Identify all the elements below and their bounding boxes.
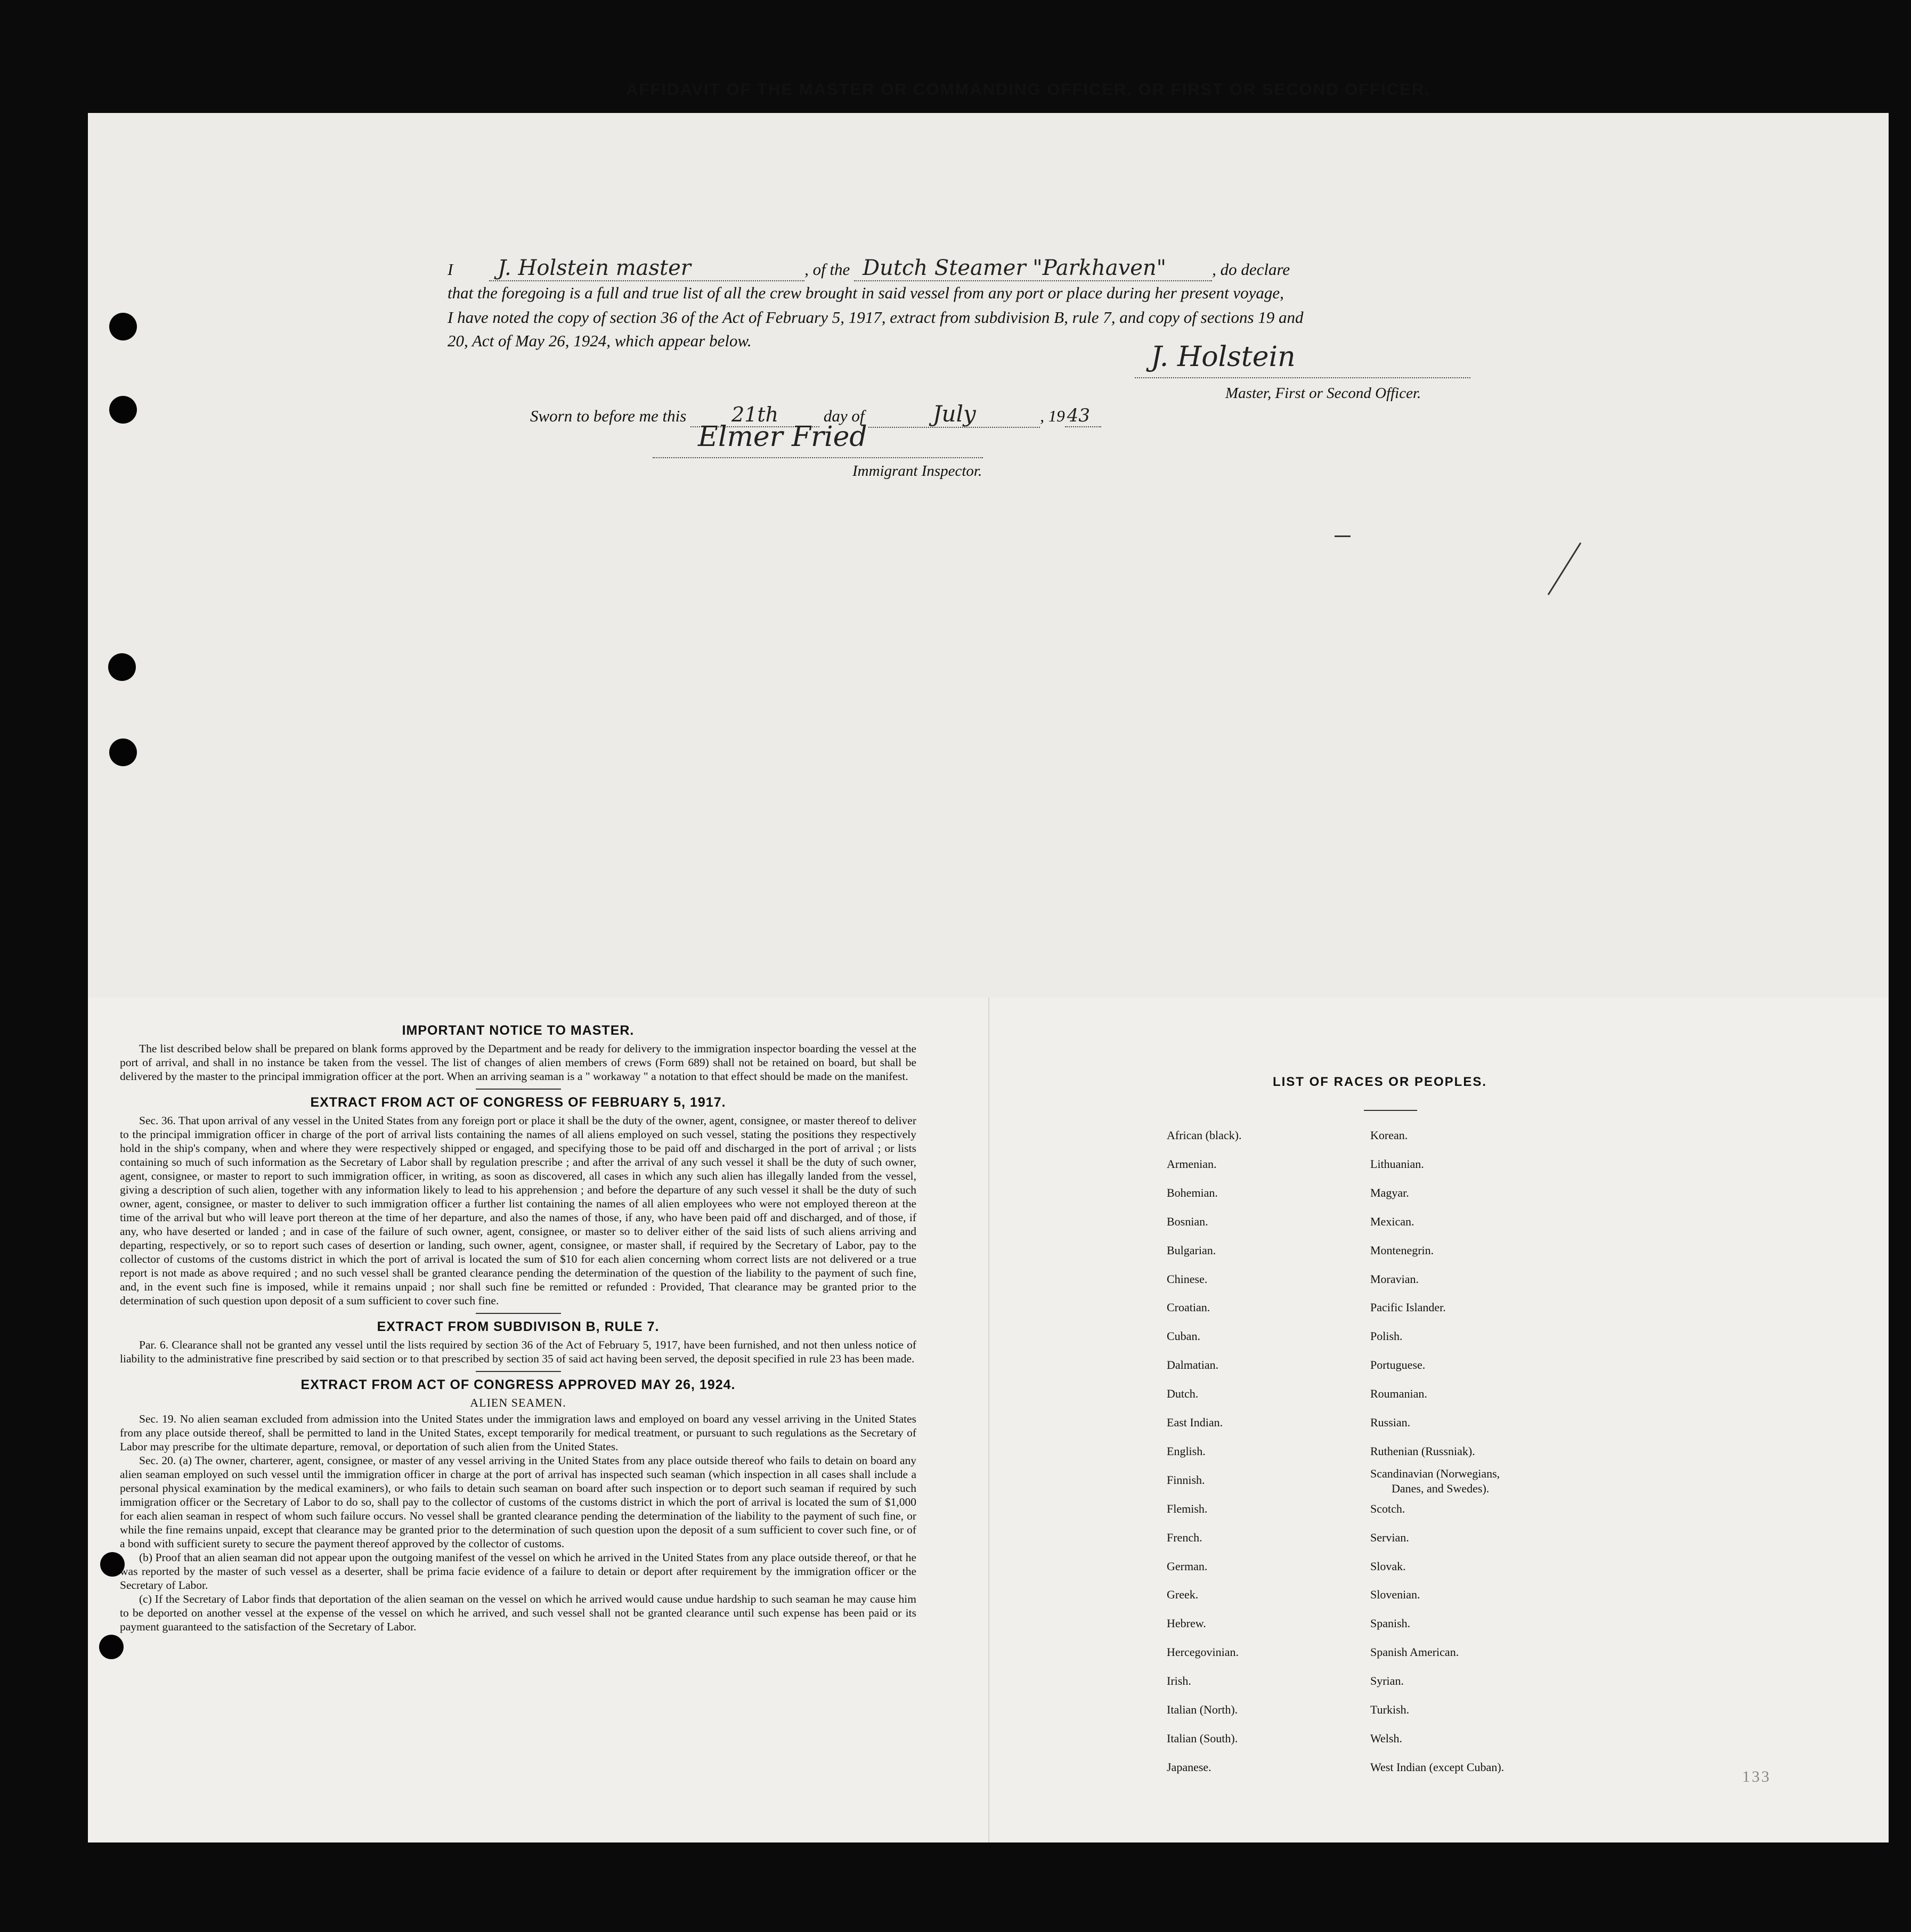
upper-page-section <box>88 113 1889 997</box>
races-list-title: LIST OF RACES OR PEOPLES. <box>1272 1075 1487 1089</box>
punch-hole <box>109 738 137 766</box>
vessel-name-handwritten: Dutch Steamer "Parkhaven" <box>854 256 1212 281</box>
sworn-day-of: day of <box>823 407 865 425</box>
sworn-year-handwritten: 43 <box>1065 405 1101 427</box>
race-item: Moravian. <box>1370 1272 1419 1286</box>
race-item: Russian. <box>1370 1416 1411 1429</box>
extract-rule7-body: Par. 6. Clearance shall not be granted any vessel until the lists required by section 36 of the Act of February 5, 1917, have been furnished, and not then unless notice of liability to the administrative fine prescribed by said section or to that prescribed by section 35 of said act having been served, the deposit specified in rule 23 has been made. <box>120 1338 916 1365</box>
race-item: Cuban. <box>1167 1329 1200 1343</box>
pen-mark <box>1335 535 1351 537</box>
sworn-day-handwritten: 21th <box>690 403 819 427</box>
inspector-signature: Elmer Fried <box>698 421 867 453</box>
master-name-handwritten: J. Holstein master <box>489 256 804 281</box>
extract-1924-sec20c: (c) If the Secretary of Labor finds that deportation of the alien seaman on the vessel on which he arrived would cause undue hardship to such seaman he may cause him to be deported on another vessel at the expense of the vessel on which he arrived, and such vessel shall not be granted clearance until such expense has been paid or its payment guaranteed to the satisfaction of the Secretary of Labor. <box>120 1593 916 1633</box>
punch-hole <box>99 1635 124 1659</box>
notice-title: IMPORTANT NOTICE TO MASTER. <box>402 1023 635 1038</box>
race-item: West Indian (except Cuban). <box>1370 1760 1505 1774</box>
race-item: Scotch. <box>1370 1501 1405 1515</box>
race-item: Turkish. <box>1370 1703 1410 1716</box>
sworn-year-prefix: , 19 <box>1040 407 1065 425</box>
sworn-prefix: Sworn to before me this <box>530 407 687 425</box>
race-item: Spanish. <box>1370 1617 1411 1630</box>
race-item: Welsh. <box>1370 1731 1402 1745</box>
race-item: Montenegrin. <box>1370 1243 1434 1257</box>
master-signature-line <box>1135 377 1470 378</box>
affidavit-declare: , do declare <box>1212 260 1290 279</box>
race-item: French. <box>1167 1530 1202 1544</box>
race-item: Slovenian. <box>1370 1588 1420 1602</box>
page-fold-line <box>988 997 989 1842</box>
race-item: Armenian. <box>1167 1157 1217 1171</box>
extract-1924-sec20a: Sec. 20. (a) The owner, charterer, agent, consignee, or master of any vessel arriving in the United States from any place outside thereof who fails to detain on board any alien seaman employed on such vessel until the immigration officer in charge at the port of arrival has inspected such seaman (which inspection in all cases shall include a personal physical examination by the medical examiners), or who fails to detain such seaman on board after such inspection or to deport such seaman if required by such immigration officer or the Secretary of Labor to do so, shall pay to the collector of customs of the customs district in which the port of arrival is located the sum of $1,000 for each alien seaman in respect of whom such failure occurs. No vessel shall be granted clearance pending the determination of the liability to the payment of such fine, or while the fine remains unpaid, except that clearance may be granted prior to the determination of such question upon the deposit of a sum sufficient to cover such fine, or of a bond with sufficient surety to secure the payment thereof approved by the collector of customs. <box>120 1454 916 1550</box>
race-item: Scandinavian (Norwegians, <box>1370 1466 1500 1480</box>
race-item: Mexican. <box>1370 1214 1414 1228</box>
race-item: Dutch. <box>1167 1387 1199 1401</box>
races-title-rule <box>1364 1110 1417 1111</box>
extract-1917-body: Sec. 36. That upon arrival of any vessel in the United States from any foreign port or place it shall be the duty of the owner, agent, consignee, or master thereof to deliver to the principal immigration officer in charge of the port of arrival lists containing the names of all aliens employed on such vessel, stating the positions they respectively hold in the ship's company, when and where they were respectively shipped or engaged, and specifying those to be paid off and discharged in the port of arrival ; or lists containing so much of such information as the Secretary of Labor shall by regulation prescribe ; and after the arrival of any such vessel it shall be the duty of such owner, agent, consignee, or master to report to such immigration officer, in writing, as soon as discovered, all cases in which any such alien has illegally landed from the vessel, giving a description of such alien, together with any information likely to lead to his apprehension ; and before the departure of any such vessel it shall be the duty of such owner, agent, consignee, or master to deliver to such immigration officer a further list containing the names of all alien employees who were not employed thereon at the time of the arrival but who will leave port thereon at the time of her departure, and also the names of those, if any, who have been paid off and discharged, and of those, if any, who have deserted or landed ; and in case of the failure of such owner, agent, consignee, or master so to deliver either of the said lists of such aliens arriving and departing, respectively, or so to report such cases of desertion or landing, such owner, agent, consignee, or master shall, if required by the Secretary of Labor, pay to the collector of customs of the customs district in which the port of arrival is located the sum of $10 for each alien concerning whom correct lists are not delivered or a true report is not made as above required ; and no such vessel shall be granted clearance pending the determination of the question of the liability to the payment of such fine, and, in the event such fine is imposed, while it remains unpaid ; nor shall such fine be remitted or refunded : Provided, That clearance may be granted prior to the determination of such question upon deposit of a sum sufficient to cover such fine. <box>120 1114 916 1307</box>
section-rule <box>476 1371 561 1372</box>
stamp-number: 133 <box>1742 1768 1771 1785</box>
affidavit-title: AFFIDAVIT OF THE MASTER OR COMMANDING OFFICER, OR FIRST OR SECOND OFFICER. <box>626 80 1430 99</box>
race-item: Lithuanian. <box>1370 1157 1424 1171</box>
race-item: Italian (South). <box>1167 1731 1238 1745</box>
race-item: Flemish. <box>1167 1501 1208 1515</box>
extract-rule7-title: EXTRACT FROM SUBDIVISON B, RULE 7. <box>377 1319 660 1334</box>
race-item: Bulgarian. <box>1167 1243 1216 1257</box>
race-item-continuation: Danes, and Swedes). <box>1392 1481 1490 1495</box>
race-item: Syrian. <box>1370 1674 1404 1688</box>
race-item: African (black). <box>1167 1129 1242 1142</box>
race-item: Greek. <box>1167 1588 1199 1602</box>
extract-1924-title: EXTRACT FROM ACT OF CONGRESS APPROVED MAY 26, 1924. <box>300 1377 736 1392</box>
extract-1917-title: EXTRACT FROM ACT OF CONGRESS OF FEBRUARY 5, 1917. <box>310 1095 726 1110</box>
sworn-line <box>530 401 1617 428</box>
race-item: Roumanian. <box>1370 1387 1427 1401</box>
affidavit-line-2: that the foregoing is a full and true list of all the crew brought in said vessel from any port or place during her present voyage, <box>448 283 1284 302</box>
race-item: Slovak. <box>1370 1559 1406 1573</box>
race-item: English. <box>1167 1444 1206 1458</box>
affidavit-line-1 <box>448 256 1534 281</box>
race-item: Irish. <box>1167 1674 1191 1688</box>
affidavit-i: I <box>448 260 453 279</box>
extract-1924-subtitle: ALIEN SEAMEN. <box>470 1396 566 1409</box>
sworn-month-handwritten: July <box>868 401 1040 428</box>
race-item: Portuguese. <box>1370 1358 1426 1372</box>
race-item: Hercegovinian. <box>1167 1645 1239 1659</box>
race-item: Pacific Islander. <box>1370 1301 1446 1314</box>
master-signature-caption: Master, First or Second Officer. <box>1225 385 1421 402</box>
race-item: Magyar. <box>1370 1186 1409 1199</box>
extract-1924-sec19: Sec. 19. No alien seaman excluded from admission into the United States under the immigration laws and employed on board any vessel arriving in the United States from any place outside thereof, shall be permitted to land in the United States, except temporarily for medical treatment, or pursuant to such regulations as the Secretary of Labor may prescribe for the ultimate departure, removal, or deportation of such alien from the United States. <box>120 1413 916 1453</box>
punch-hole <box>109 396 137 424</box>
punch-hole <box>109 313 137 340</box>
notice-body: The list described below shall be prepared on blank forms approved by the Department and be ready for delivery to the immigration inspector boarding the vessel at the port of arrival, and shall in no instance be taken from the vessel. The list of changes of alien members of crews (Form 689) shall not be retained on board, but shall be delivered by the master to the principal immigration officer at the port. When an arriving seaman is a " workaway " a notation to that effect should be made on the manifest. <box>120 1042 916 1083</box>
race-item: Finnish. <box>1167 1473 1205 1487</box>
race-item: Croatian. <box>1167 1301 1210 1314</box>
punch-hole <box>108 653 136 681</box>
inspector-signature-caption: Immigrant Inspector. <box>852 462 982 480</box>
race-item: Dalmatian. <box>1167 1358 1219 1372</box>
race-item: Servian. <box>1370 1530 1409 1544</box>
race-item: Japanese. <box>1167 1760 1211 1774</box>
master-signature: J. Holstein <box>1151 341 1296 373</box>
race-item: Polish. <box>1370 1329 1403 1343</box>
race-item: Bosnian. <box>1167 1214 1208 1228</box>
race-item: Korean. <box>1370 1129 1408 1142</box>
section-rule <box>476 1313 561 1314</box>
race-item: Hebrew. <box>1167 1617 1206 1630</box>
extract-1924-sec20b: (b) Proof that an alien seaman did not appear upon the outgoing manifest of the vessel on which he arrived in the United States from any place outside thereof, or that he was reported by the master of such vessel as a deserter, shall be prima facie evidence of a failure to detain or deport after requirement by the immigration officer or the Secretary of Labor. <box>120 1551 916 1592</box>
section-rule <box>476 1089 561 1090</box>
race-item: Italian (North). <box>1167 1703 1238 1716</box>
race-item: Spanish American. <box>1370 1645 1459 1659</box>
race-item: East Indian. <box>1167 1416 1223 1429</box>
affidavit-line-3: I have noted the copy of section 36 of the Act of February 5, 1917, extract from subdivision B, rule 7, and copy of sections 19 and <box>448 308 1304 327</box>
race-item: German. <box>1167 1559 1208 1573</box>
notice-column <box>120 1023 916 1634</box>
race-item: Chinese. <box>1167 1272 1208 1286</box>
race-item: Bohemian. <box>1167 1186 1218 1199</box>
affidavit-line-4: 20, Act of May 26, 1924, which appear below. <box>448 331 752 350</box>
affidavit-of-the: , of the <box>804 260 850 279</box>
inspector-signature-line <box>653 457 983 458</box>
race-item: Ruthenian (Russniak). <box>1370 1444 1475 1458</box>
